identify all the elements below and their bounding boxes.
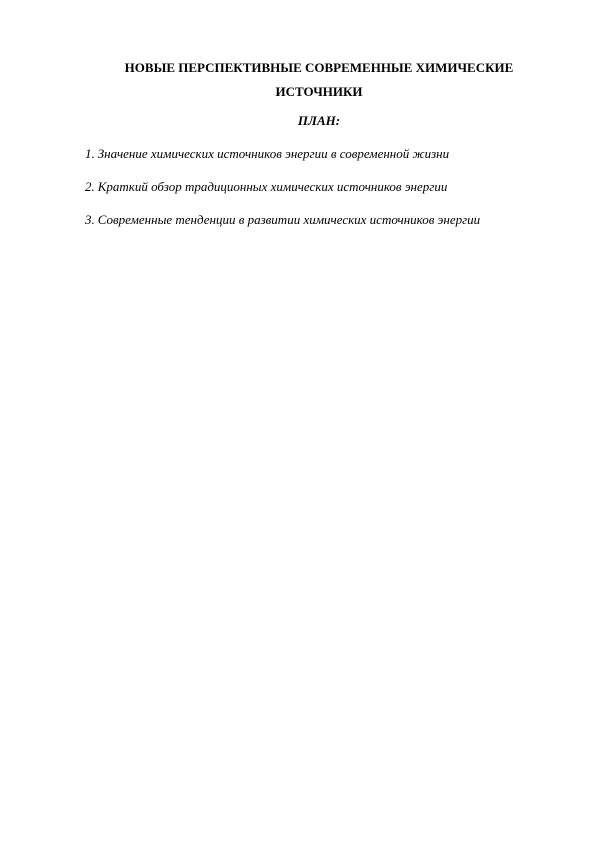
plan-item-1 bbox=[85, 146, 555, 162]
plan-item-number: 1. bbox=[85, 146, 95, 161]
plan-list bbox=[85, 146, 555, 245]
plan-item-number: 3. bbox=[85, 212, 95, 227]
plan-item-text: Современные тенденции в развитии химических источников энергии bbox=[97, 212, 481, 227]
plan-item-3 bbox=[85, 212, 555, 228]
plan-item-number: 2. bbox=[85, 179, 95, 194]
plan-item-text: Краткий обзор традиционных химических источников энергии bbox=[97, 179, 448, 194]
plan-item-text: Значение химических источников энергии в современной жизни bbox=[97, 146, 450, 161]
plan-heading: ПЛАН: bbox=[297, 113, 341, 128]
plan-item-2 bbox=[85, 179, 555, 195]
document-title: НОВЫЕ ПЕРСПЕКТИВНЫЕ СОВРЕМЕННЫЕ ХИМИЧЕСКИЕ ИСТОЧНИКИ bbox=[124, 60, 514, 99]
